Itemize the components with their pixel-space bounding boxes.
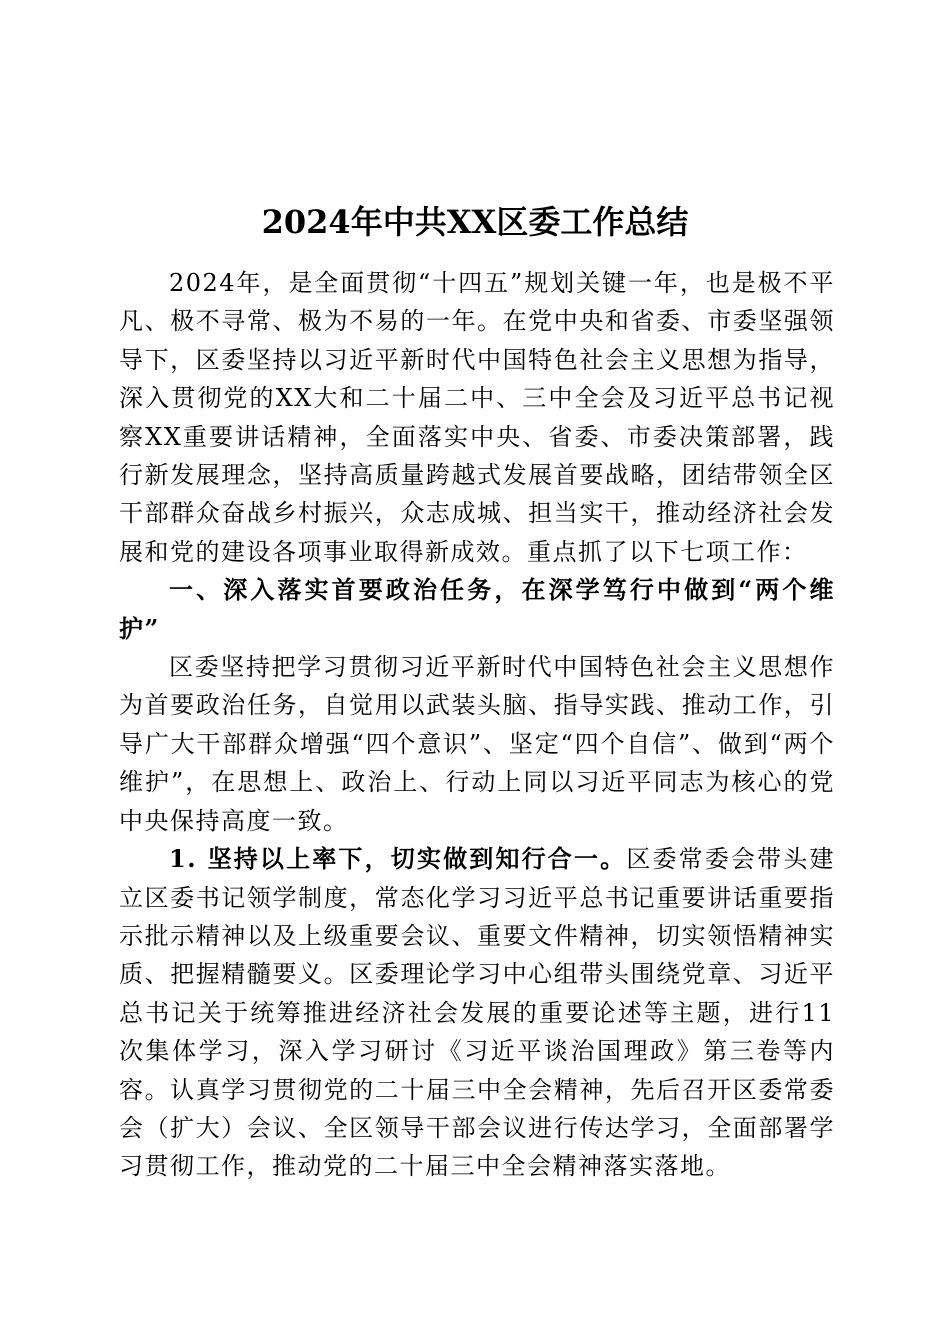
section-1-paragraph: 区委坚持把学习贯彻习近平新时代中国特色社会主义思想作为首要政治任务，自觉用以武装头脑、指导实践、推动工作，引导广大干部群众增强“四个意识”、坚定“四个自信”、做到“两个维护”，在思想上、政治上、行动上同以习近平同志为核心的党中央保持高度一致。 — [119, 653, 835, 835]
document-body — [119, 264, 835, 1186]
document-title: 2024年中共XX区委工作总结 — [261, 203, 689, 241]
section-heading-1: 一、深入落实首要政治任务，在深学笃行中做到“两个维护” — [119, 575, 835, 643]
item-1-paragraph — [119, 840, 835, 1186]
item-1-text: 区委常委会带头建立区委书记领学制度，常态化学习习近平总书记重要讲话重要指示批示精神以及上级重要会议、重要文件精神，切实领悟精神实质、把握精髓要义。区委理论学习中心组带头围绕党章、习近平总书记关于统筹推进经济社会发展的重要论述等主题，进行11次集体学习，深入学习研讨《习近平谈治国理政》第三卷等内容。认真学习贯彻党的二十届三中全会精神，先后召开区委常委会（扩大）会议、全区领导干部会议进行传达学习，全面部署学习贯彻工作，推动党的二十届三中全会精神落实落地。 — [119, 845, 836, 1181]
intro-paragraph: 2024年，是全面贯彻“十四五”规划关键一年，也是极不平凡、极不寻常、极为不易的一年。在党中央和省委、市委坚强领导下，区委坚持以习近平新时代中国特色社会主义思想为指导，深入贯彻党的XX大和二十届二中、三中全会及习近平总书记视察XX重要讲话精神，全面落实中央、省委、市委决策部署，践行新发展理念，坚持高质量跨越式发展首要战略，团结带领全区干部群众奋战乡村振兴，众志成城、担当实干，推动经济社会发展和党的建设各项事业取得新成效。重点抓了以下七项工作： — [119, 269, 835, 566]
item-1-lead: 1. 坚持以上率下，切实做到知行合一。 — [169, 844, 627, 874]
